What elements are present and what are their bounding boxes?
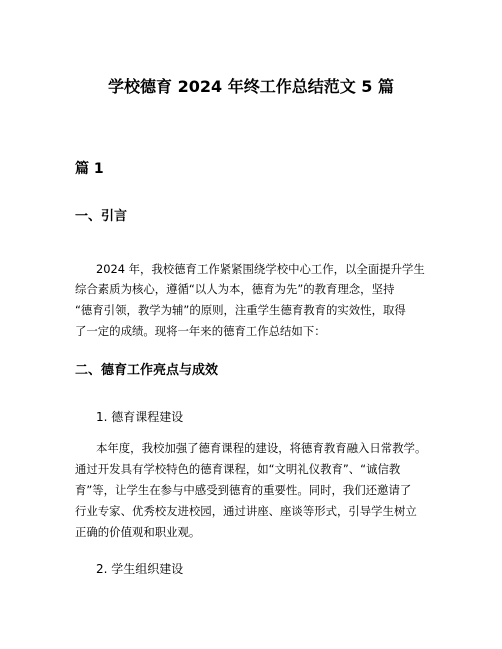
subsection-heading-student-org: 2. 学生组织建设: [96, 562, 184, 576]
part-heading: 篇 1: [75, 161, 104, 177]
paragraph-line: 正确的价值观和职业观。: [75, 525, 201, 539]
paragraph-line: 通过开发具有学校特色的德育课程，如“文明礼仪教育”、“诚信教: [75, 462, 401, 476]
paragraph-line: 了一定的成绩。现将一年来的德育工作总结如下：: [75, 324, 326, 338]
section-heading-highlights: 二、德育工作亮点与成效: [75, 363, 219, 378]
paragraph-line: 2024 年，我校德育工作紧紧围绕学校中心工作，以全面提升学生: [96, 262, 425, 276]
section-heading-intro: 一、引言: [75, 209, 128, 224]
paragraph-line: 本年度，我校加强了德育课程的建设，将德育教育融入日常教学。: [96, 441, 427, 455]
document-title: 学校德育 2024 年终工作总结范文 5 篇: [108, 77, 394, 96]
paragraph-line: 育”等，让学生在参与中感受到德育的重要性。同时，我们还邀请了: [75, 483, 412, 497]
paragraph-line: 行业专家、优秀校友进校园，通过讲座、座谈等形式，引导学生树立: [75, 504, 417, 518]
paragraph-line: 综合素质为核心，遵循“以人为本，德育为先”的教育理念，坚持: [75, 282, 395, 296]
subsection-heading-curriculum: 1. 德育课程建设: [96, 410, 184, 424]
paragraph-line: “德育引领，教学为辅”的原则，注重学生德育教育的实效性，取得: [75, 303, 406, 317]
